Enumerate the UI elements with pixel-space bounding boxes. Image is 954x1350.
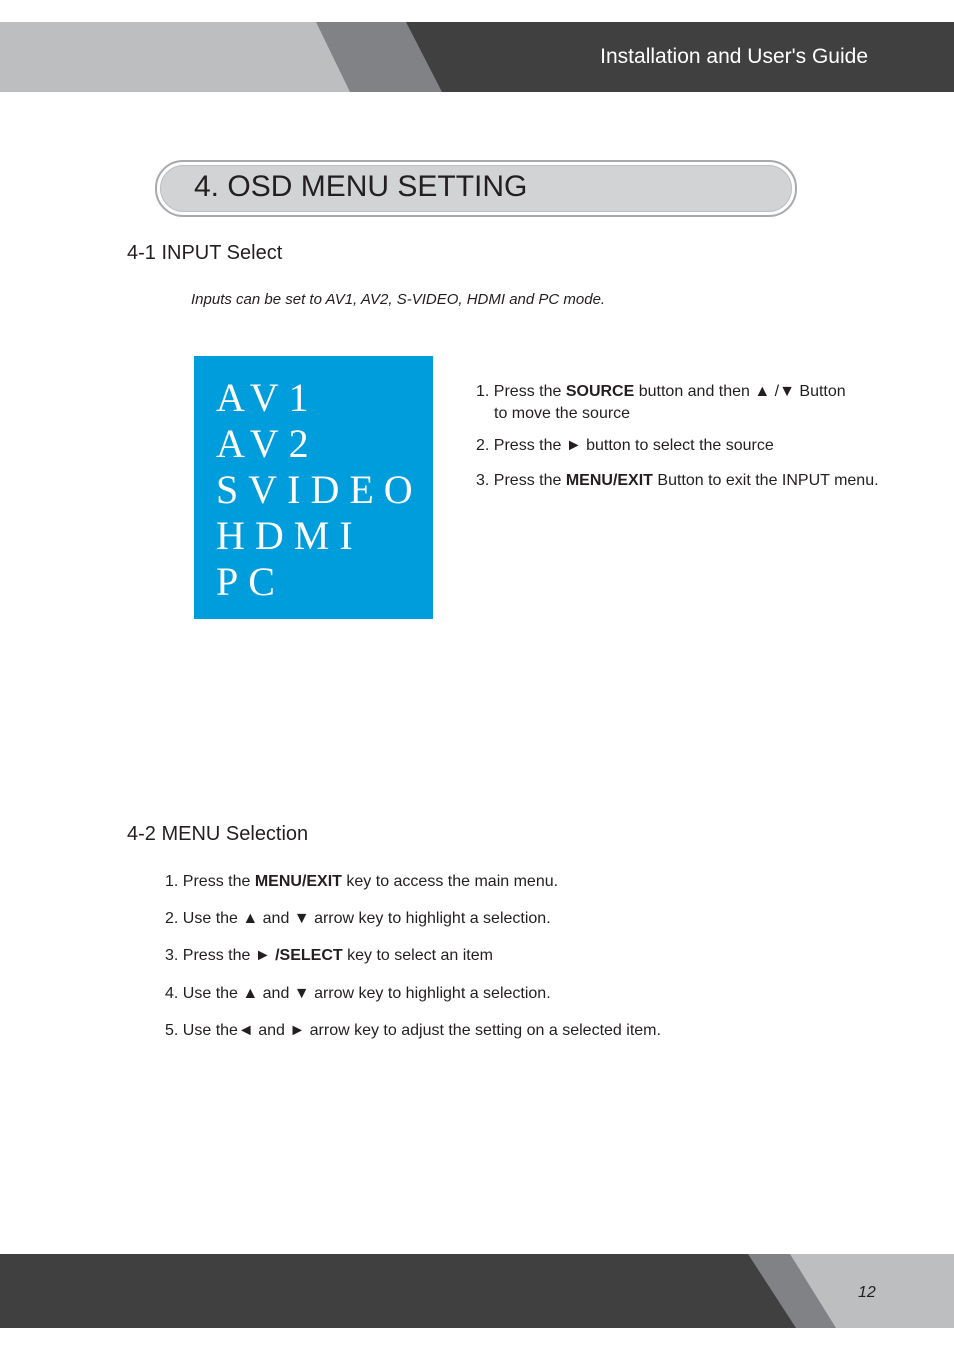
osd-item-hdmi: HDMI [216,513,363,558]
heading-input-select: 4-1 INPUT Select [127,242,283,264]
menu-step-1-rest: key to access the main menu. [341,873,559,890]
page-footer [0,1254,954,1328]
section-title-box [155,160,797,217]
footer-band [0,1254,954,1328]
section-title: 4. OSD MENU SETTING [194,170,528,203]
osd-item-pc: PC [216,559,285,604]
input-step-3-text: 3. Press the [476,472,566,489]
input-step-3-key: MENU/EXIT [565,472,653,489]
guide-title: Installation and User's Guide [600,45,868,68]
menu-step-1 [165,873,558,891]
menu-step-5: 5. Use the◄ and ► arrow key to adjust the setting on a selected item. [165,1022,661,1039]
osd-item-av2: AV2 [216,421,319,466]
menu-step-3-text: 3. Press the ► [165,947,276,964]
menu-step-3-rest: key to select an item [342,947,493,964]
menu-step-2: 2. Use the ▲ and ▼ arrow key to highlight a selection. [165,910,551,927]
input-step-1-cont: to move the source [494,405,631,422]
input-step-1-rest: button and then ▲ /▼ Button [634,383,846,400]
menu-step-3 [165,947,493,965]
menu-step-1-key: MENU/EXIT [254,873,342,890]
heading-menu-selection: 4-2 MENU Selection [127,823,309,845]
osd-item-svideo: SVIDEO [216,467,423,512]
osd-item-av1: AV1 [216,375,319,420]
input-step-1 [476,383,846,401]
menu-step-3-key: /SELECT [275,947,343,964]
page-header [0,22,954,92]
input-step-2: 2. Press the ► button to select the source [476,437,774,454]
menu-step-4: 4. Use the ▲ and ▼ arrow key to highlight a selection. [165,985,551,1002]
input-step-3 [476,472,879,490]
input-step-1-key: SOURCE [565,383,635,400]
osd-input-menu [194,356,433,619]
menu-step-1-text: 1. Press the [165,873,255,890]
page-number: 12 [858,1284,876,1301]
input-step-1-text: 1. Press the [476,383,566,400]
input-select-intro: Inputs can be set to AV1, AV2, S-VIDEO, HDMI and PC mode. [191,291,606,308]
input-step-3-rest: Button to exit the INPUT menu. [652,472,879,489]
